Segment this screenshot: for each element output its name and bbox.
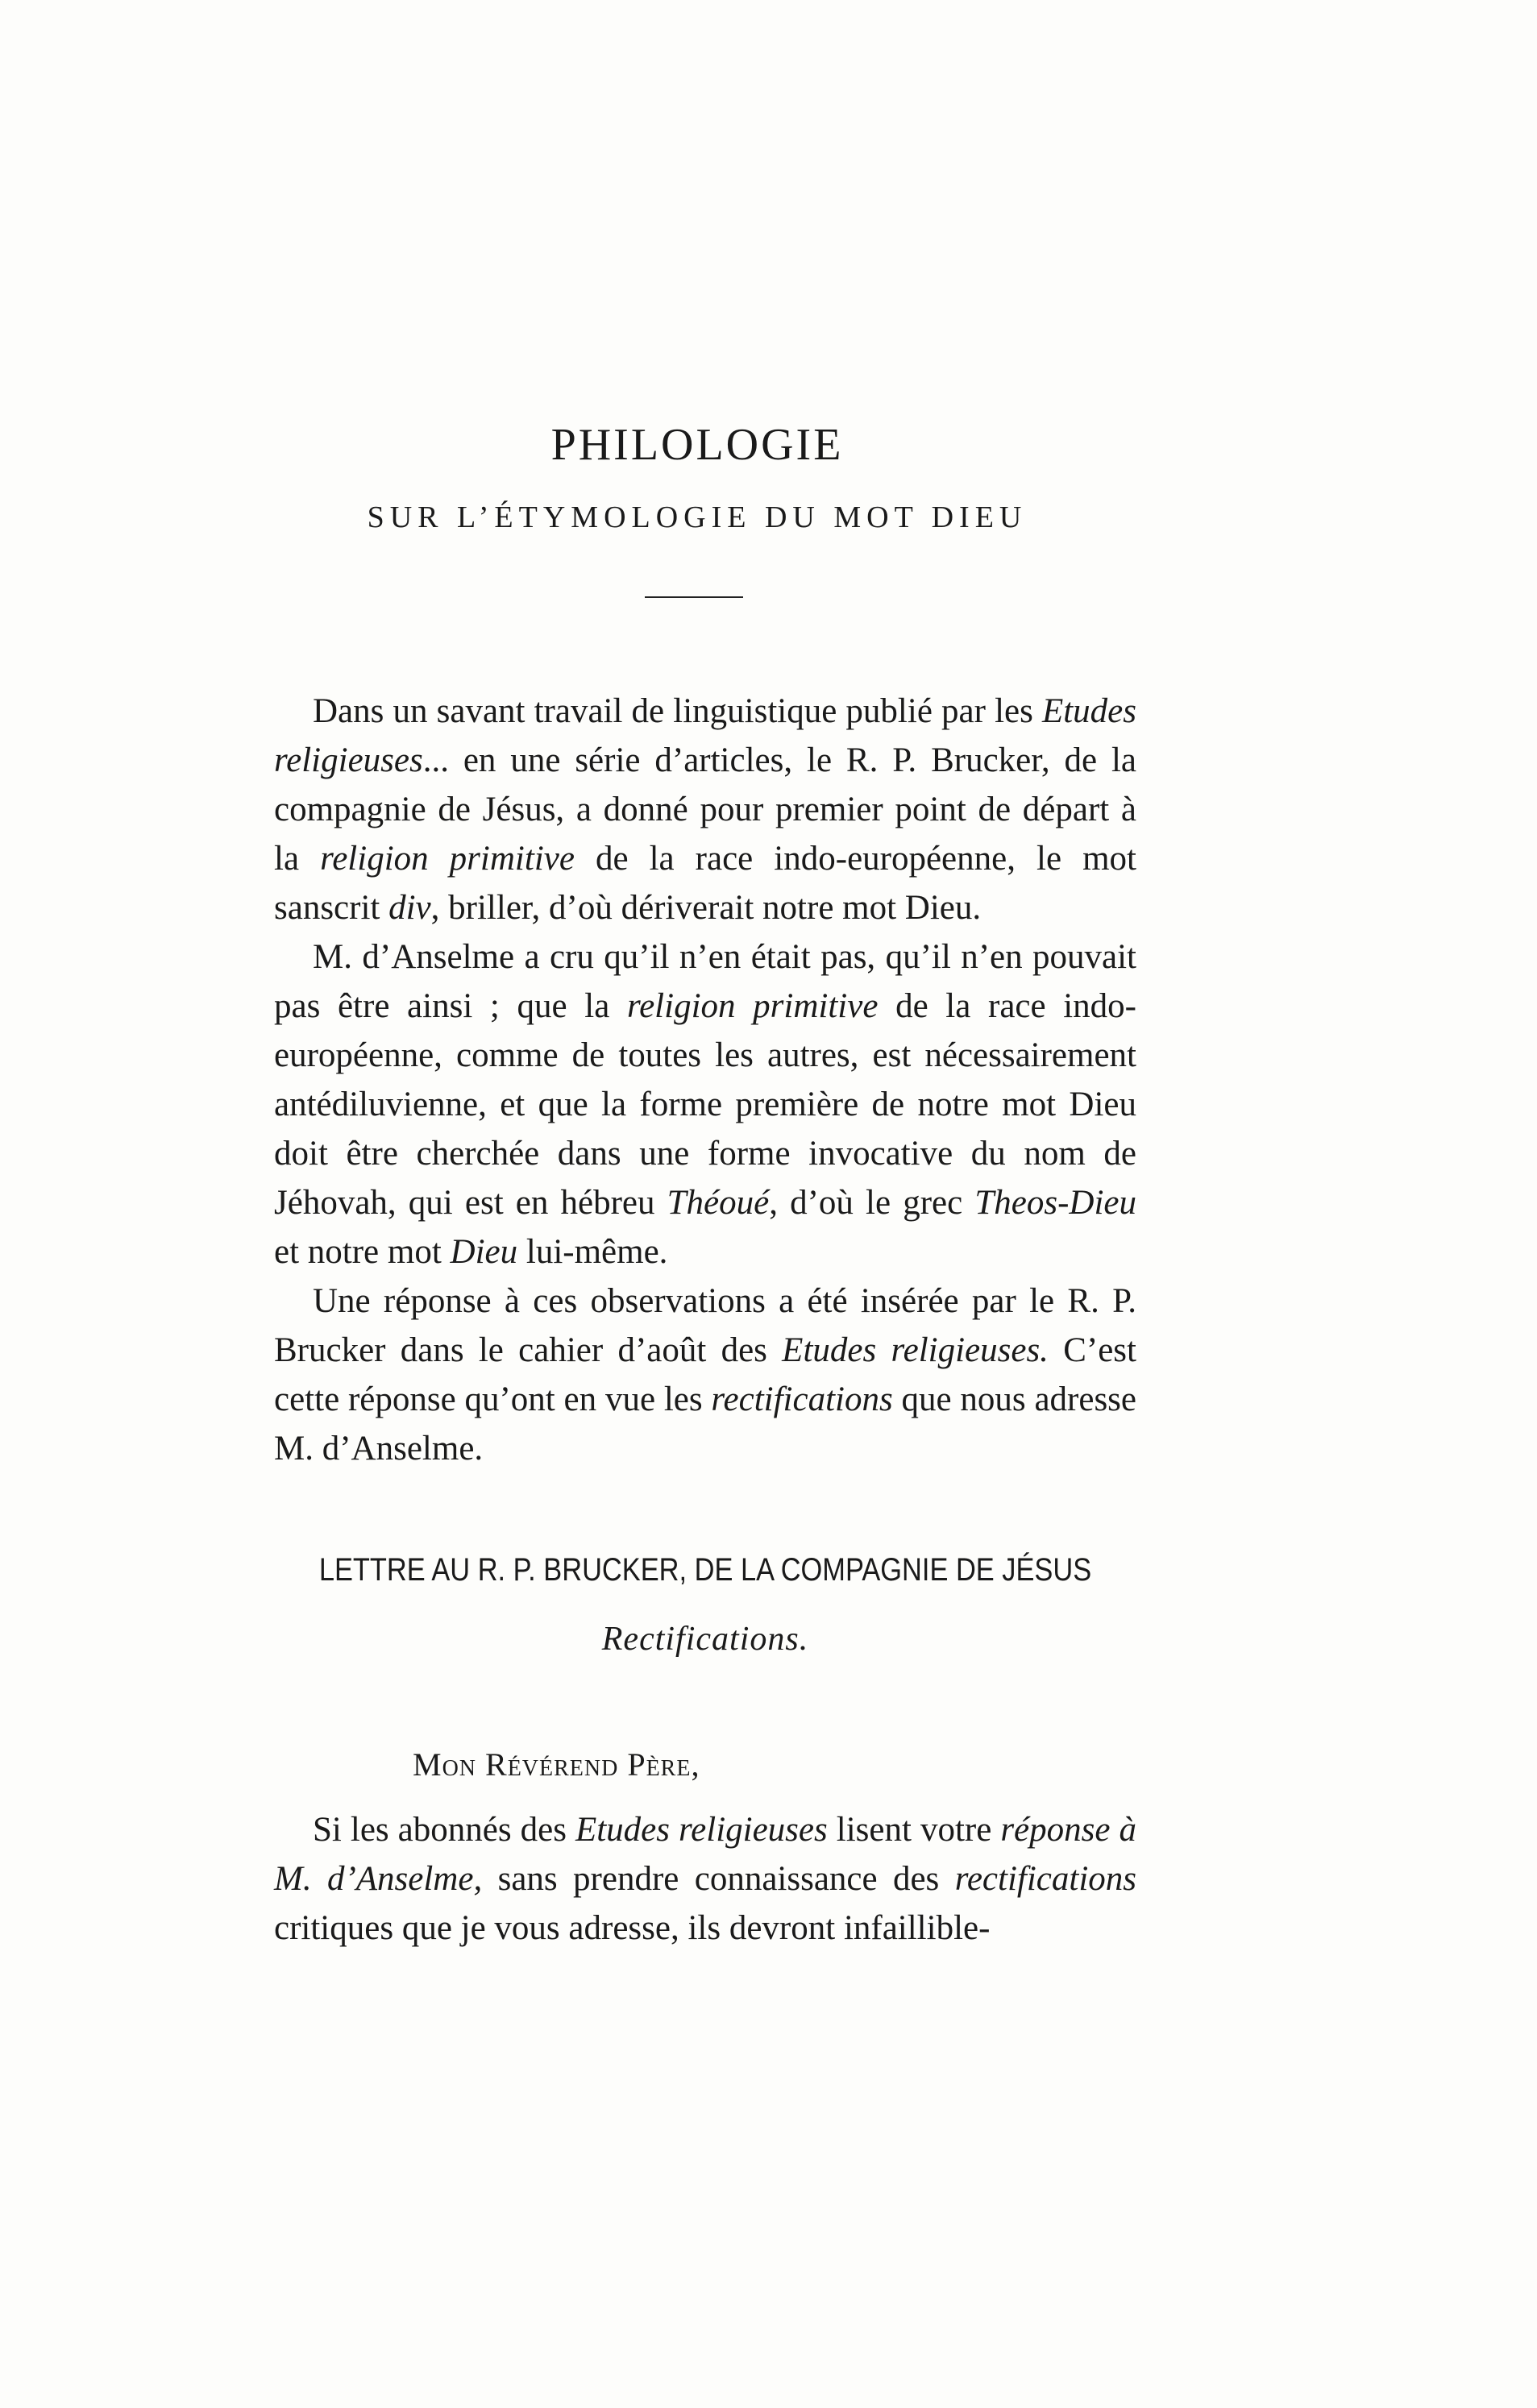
section-divider <box>645 596 743 598</box>
text-run: , briller, d’où dériverait notre mot Dieu. <box>430 889 982 927</box>
intro-paragraph-2 <box>274 932 1136 1277</box>
text-run: que nous adresse M. d’Anselme. <box>274 1380 1136 1468</box>
text-run: sans prendre connaissance des <box>482 1860 955 1898</box>
intro-paragraph-1 <box>274 687 1136 932</box>
text-run: ... en une série d’articles, le R. P. Brucker, de la compagnie de Jésus, a donné pour premier point de départ à la <box>274 741 1136 878</box>
intro-section <box>274 687 1136 1473</box>
italic-text-run: Etudes religieuses. <box>782 1331 1049 1369</box>
text-run: et notre mot <box>274 1233 451 1271</box>
italic-text-run: Etudes religieuses <box>575 1811 828 1849</box>
text-run: de la race indo-européenne, comme de toutes les autres, est nécessairement antédiluvienne, et que la forme première de notre mot Dieu doit être cherchée dans une forme invocative du nom de Jéhovah, qui est en hébreu <box>274 987 1136 1222</box>
text-run: critiques que je vous adresse, ils devront infaillible- <box>274 1909 991 1947</box>
italic-text-run: rectifications <box>954 1860 1136 1898</box>
letter-paragraph-1 <box>274 1805 1136 1953</box>
page-subtitle: SUR L’ÉTYMOLOGIE DU MOT DIEU <box>367 500 1028 534</box>
italic-text-run: religion primitive <box>320 840 575 878</box>
letter-heading: LETTRE AU R. P. BRUCKER, DE LA COMPAGNIE DE JÉSUS <box>318 1552 1092 1588</box>
italic-text-run: religion primitive <box>626 987 879 1025</box>
letter-subheading: Rectifications. <box>601 1621 809 1658</box>
letter-salutation: Mon Révérend Père, <box>413 1746 700 1783</box>
page-title: PHILOLOGIE <box>550 420 844 470</box>
text-run: lisent votre <box>827 1811 1001 1849</box>
intro-paragraph-3 <box>274 1277 1136 1473</box>
italic-text-run: Etudes religieuses <box>274 692 1136 779</box>
text-run: C’est cette réponse qu’ont en vue les <box>274 1331 1136 1418</box>
letter-body <box>274 1805 1136 1953</box>
text-run: Dans un savant travail de linguistique publié par les <box>313 692 1042 730</box>
text-run: Si les abonnés des <box>313 1811 575 1849</box>
text-run: , d’où le grec <box>769 1184 975 1222</box>
italic-text-run: Dieu <box>450 1233 518 1271</box>
italic-text-run: Theos-Dieu <box>974 1184 1136 1222</box>
text-run: Une réponse à ces observations a été insérée par le R. P. Brucker dans le cahier d’août des <box>274 1282 1136 1369</box>
italic-text-run: div <box>388 889 431 927</box>
italic-text-run: Théoué <box>667 1184 770 1222</box>
italic-text-run: réponse à M. d’Anselme, <box>274 1811 1136 1898</box>
text-run: lui-même. <box>517 1233 668 1271</box>
italic-text-run: rectifications <box>711 1380 893 1418</box>
text-run: M. d’Anselme a cru qu’il n’en était pas, qu’il n’en pouvait pas être ainsi ; que la <box>274 938 1136 1025</box>
text-run: de la race indo-européenne, le mot sanscrit <box>274 840 1136 927</box>
